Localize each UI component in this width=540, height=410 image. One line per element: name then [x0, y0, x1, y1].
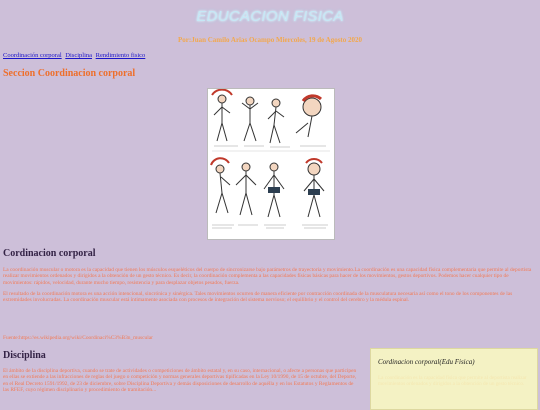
- exercise-figure-7: [264, 163, 284, 217]
- paragraph-cordinacion-1: La coordinación muscular o motora es la capacidad que tienen los músculos esqueléticos del cuerpo de sincronizarse bajo parámetros de trayectoria y movimiento.La coordinación es una capacidad física complementaria que permite al deportista realizar movimientos ordenados y dirigidos a la obtención de un gesto técnico. Es decir, la coordinación complementa a las capacidades físicas básicas para hacer de los movimientos, gestos deportivos. Podemos hacer cualquier tipo de movimientos: rápidos, velocidad, durante mucho tiempo, resistencia y para desplazar objetos pesados, fuerza.: [3, 267, 532, 286]
- sidebar-box-text: La coordinación es la capacidad física que permite al deportista realizar movimientos ordenados y dirigidos a la obtención de un gesto técnico.: [378, 375, 527, 387]
- sidebar-info-box: [370, 348, 538, 410]
- coordination-exercises-illustration: [207, 88, 335, 240]
- heading-cordinacion-corporal: Cordinacion corporal: [3, 248, 96, 259]
- nav-link-coordinacion[interactable]: Coordinación corporal: [3, 52, 62, 59]
- page-title: EDUCACION FISICA: [196, 8, 344, 25]
- exercise-figure-2: [242, 97, 258, 141]
- author-byline: Por:Juan Camilo Arias Ocampo Miercoles, 19 de Agosto 2020: [178, 36, 362, 44]
- exercise-figure-1: [212, 90, 232, 141]
- exercise-figure-5: [211, 158, 230, 213]
- section-nav: [3, 52, 147, 59]
- exercise-figure-3: [268, 99, 284, 143]
- nav-link-disciplina[interactable]: Disciplina: [65, 52, 93, 59]
- exercise-figure-8: [304, 159, 324, 217]
- heading-disciplina: Disciplina: [3, 350, 46, 361]
- nav-link-rendimiento[interactable]: Rendimiento fisico: [95, 52, 146, 59]
- exercise-figure-6: [236, 163, 256, 215]
- paragraph-disciplina-1: El ámbito de la disciplina deportiva, cuando se trate de actividades o competiciones de ámbito estatal y, en su caso, internacional, o afecte a personas que participen en ellas se extiende a las infracciones de reglas del juego o competición y normas generales deportivas tipificadas en la Ley 10/1990, de 15 de octubre, del Deporte, en el Real Decreto 1591/1992, de 23 de diciembre, sobre Disciplina Deportiva y demás disposiciones de desarrollo de aquélla y en los Estatutos y Reglamentos de las RFEF, cuyo régimen disciplinario y procedimiento de tramitación...: [3, 368, 357, 393]
- exercise-figure-4: [296, 96, 321, 137]
- source-citation: Fuente:https://es.wikipedia.org/wiki/Coordinaci%C3%B3n_muscular: [3, 335, 153, 341]
- section-heading-coordinacion: Seccion Coordinacion corporal: [3, 68, 136, 79]
- paragraph-cordinacion-2: El resultado de la coordinación motora es una acción intencional, sincrónica y sinérgica. Tales movimientos ocurren de manera eficiente por contracción coordinada de la musculatura necesaria así como el tono de los componentes de las extremidades involucradas. La coordinación muscular está íntimamente asociada con procesos de integración del sistema nervioso; el equilibrio y el control del cerebro y la médula espinal.: [3, 291, 513, 304]
- sidebar-box-title: Cordinacion corporal(Edu Fisica): [378, 358, 475, 366]
